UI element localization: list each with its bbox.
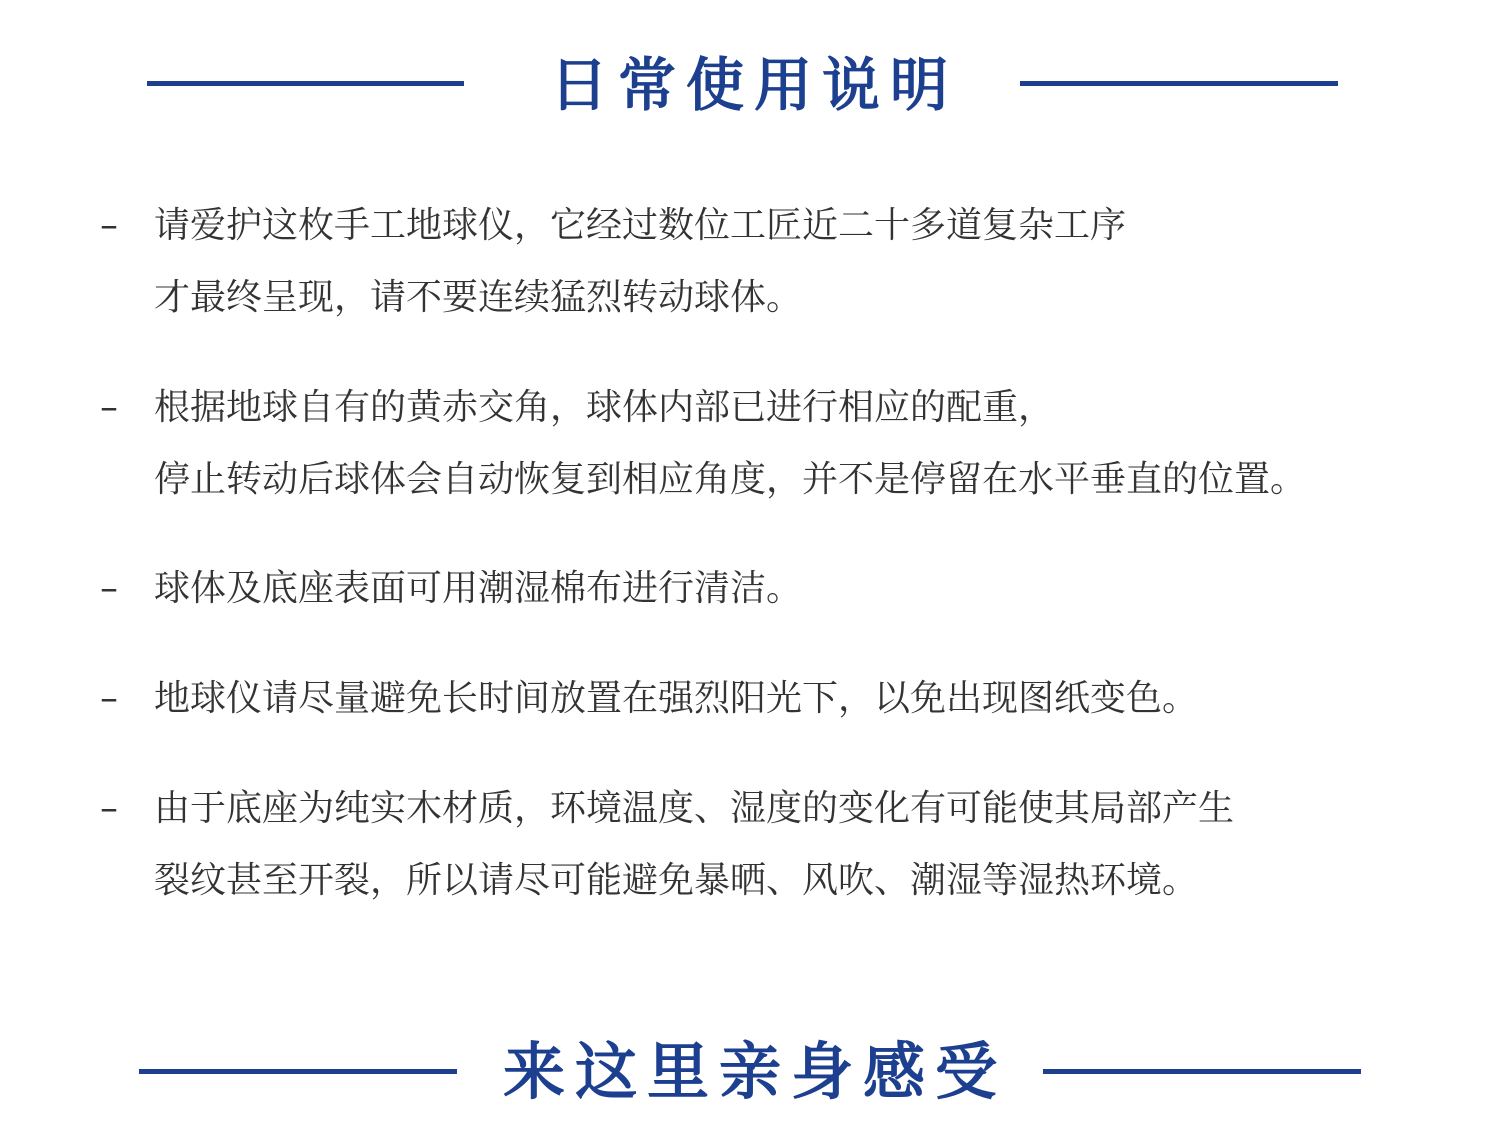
section-title: 日常使用说明: [549, 51, 958, 119]
instruction-text: [154, 773, 1454, 917]
dash-marker: –: [100, 568, 118, 609]
instruction-line: 裂纹甚至开裂，所以请尽可能避免暴晒、风吹、潮湿等湿热环境。: [154, 860, 1199, 901]
heading-rule-right: [1020, 81, 1338, 86]
instruction-line: 由于底座为纯实木材质，环境温度、湿度的变化有可能使其局部产生: [154, 788, 1235, 829]
instruction-text: [154, 190, 1454, 334]
dash-marker: –: [100, 788, 118, 829]
instruction-line: 请爱护这枚手工地球仪，它经过数位工匠近二十多道复杂工序: [154, 205, 1127, 246]
section-heading-usage: [0, 44, 1500, 124]
instruction-line: 地球仪请尽量避免长时间放置在强烈阳光下，以免出现图纸变色。: [154, 678, 1199, 719]
heading-rule-right: [1043, 1069, 1361, 1074]
instruction-line: 球体及底座表面可用潮湿棉布进行清洁。: [154, 568, 803, 609]
dash-marker: –: [100, 387, 118, 428]
instruction-text: [154, 553, 1454, 625]
dash-marker: –: [100, 205, 118, 246]
section-heading-experience: [0, 1032, 1500, 1112]
instruction-line: 才最终呈现，请不要连续猛烈转动球体。: [154, 277, 803, 318]
instruction-text: [154, 372, 1454, 516]
instruction-text: [154, 663, 1454, 735]
section-title: 来这里亲身感受: [502, 1035, 1007, 1108]
dash-marker: –: [100, 678, 118, 719]
instruction-line: 根据地球自有的黄赤交角，球体内部已进行相应的配重，: [154, 387, 1055, 428]
instruction-line: 停止转动后球体会自动恢复到相应角度，并不是停留在水平垂直的位置。: [154, 459, 1307, 500]
